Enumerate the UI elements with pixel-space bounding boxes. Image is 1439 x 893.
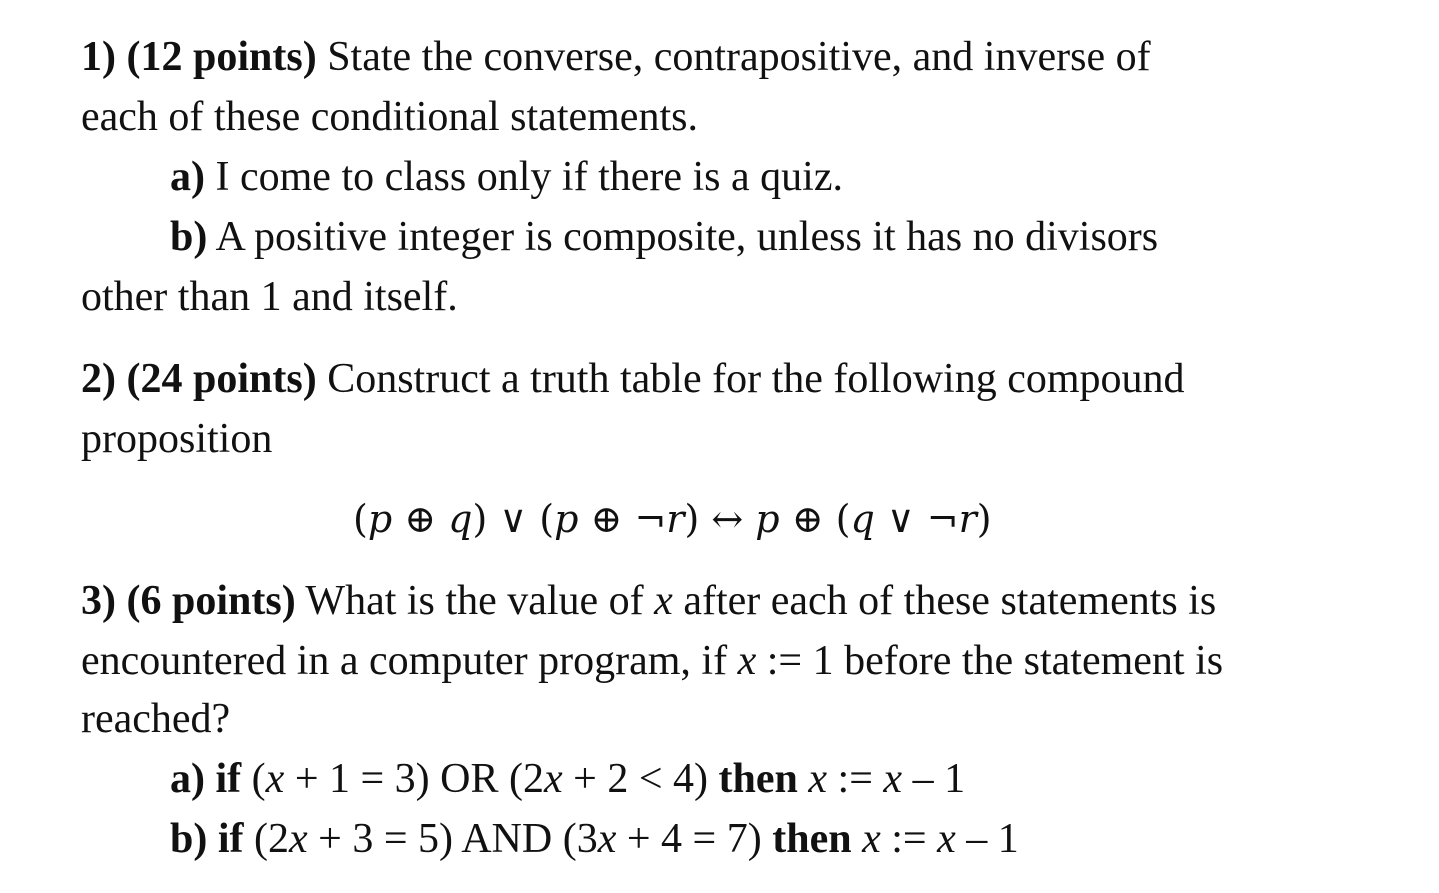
q3-var-x: x [289, 816, 308, 862]
q3-var-x: x [808, 756, 828, 802]
q1-b-line-1 [170, 216, 1158, 258]
formula-neg: ¬ [926, 497, 959, 541]
q1-b-line-2 [81, 276, 458, 318]
q1-a-line [170, 156, 843, 198]
q3-b-code: + 3 = 5) AND (3 [307, 816, 598, 862]
q3-b-code: – 1 [955, 816, 1019, 862]
q3-text: after each of these statements is [672, 578, 1217, 624]
formula-close-paren: ) [472, 497, 488, 541]
formula-xor: ⊕ [392, 497, 449, 541]
q1-b-text-line2: other than 1 and itself. [81, 274, 458, 320]
formula-var-q: q [448, 497, 473, 541]
q3-var-x: x [883, 756, 903, 802]
q3-a-code: + 1 = 3) OR (2 [284, 756, 545, 802]
q1-b-label: b) [170, 214, 208, 260]
keyword-if: if [205, 756, 242, 802]
formula-or: ∨ [487, 497, 540, 541]
keyword-if: if [207, 816, 244, 862]
q3-var-x: x [265, 756, 285, 802]
q3-text: reached? [81, 696, 231, 742]
formula-neg: ¬ [634, 497, 667, 541]
q3-text: := 1 before the statement is [756, 638, 1224, 684]
q1-text-line1: State the converse, contrapositive, and inverse of [316, 34, 1151, 80]
q3-a-code: – 1 [902, 756, 966, 802]
q1-a-text: I come to class only if there is a quiz. [205, 154, 843, 200]
q1-text-line2: each of these conditional statements. [81, 94, 698, 140]
q3-label: 3) (6 points) [81, 578, 296, 624]
q1-label: 1) (12 points) [81, 34, 317, 80]
q3-a-code: ( [241, 756, 266, 802]
q2-line-1 [81, 358, 1185, 400]
q3-b-line [170, 818, 1019, 860]
keyword-then: then [718, 756, 798, 802]
formula-var-q: q [850, 497, 875, 541]
q3-a-label: a) [170, 756, 205, 802]
formula-open-paren: ( [835, 497, 851, 541]
q3-text: encountered in a computer program, if [81, 638, 738, 684]
keyword-then: then [772, 816, 852, 862]
q1-line-1 [81, 36, 1151, 78]
q3-var-x: x [544, 756, 563, 802]
q3-a-code: + 2 < 4) [562, 756, 719, 802]
q2-label: 2) (24 points) [81, 356, 317, 402]
formula-xor: ⊕ [779, 497, 836, 541]
formula-xor: ⊕ [578, 497, 635, 541]
q3-b-code: + 4 = 7) [616, 816, 773, 862]
formula-open-paren: ( [539, 497, 555, 541]
q3-text: What is the value of [295, 578, 655, 624]
q3-b-label: b) [170, 816, 208, 862]
formula-var-p: p [554, 497, 579, 541]
formula-var-r: r [666, 497, 685, 541]
formula-var-p: p [367, 497, 393, 541]
q3-b-code: := [880, 816, 938, 862]
q3-line-3 [81, 698, 230, 740]
formula-var-r: r [958, 497, 977, 541]
q1-b-text-line1: A positive integer is composite, unless it has no divisors [207, 214, 1159, 260]
formula-or: ∨ [874, 497, 927, 541]
q3-var-x: x [862, 816, 881, 862]
q3-var-x: x [737, 638, 757, 684]
q3-var-x: x [654, 578, 673, 624]
q3-var-x: x [597, 816, 617, 862]
q3-a-line [170, 758, 965, 800]
q1-a-label: a) [170, 154, 205, 200]
formula-iff: ↔ [699, 497, 756, 541]
q1-line-2 [81, 96, 698, 138]
q3-b-code: (2 [243, 816, 290, 862]
formula-open-paren: ( [353, 497, 368, 541]
q3-line-2 [81, 640, 1223, 682]
q3-line-1 [81, 580, 1216, 622]
formula-close-paren: ) [976, 497, 992, 541]
formula-var-p: p [755, 497, 780, 541]
q2-line-2 [81, 418, 272, 460]
formula-close-paren: ) [684, 497, 700, 541]
q3-var-x: x [937, 816, 956, 862]
q2-text-line2: proposition [81, 416, 273, 462]
q2-formula [353, 497, 992, 541]
q3-a-code: := [827, 756, 884, 802]
q2-text-line1: Construct a truth table for the following compound [316, 356, 1185, 402]
